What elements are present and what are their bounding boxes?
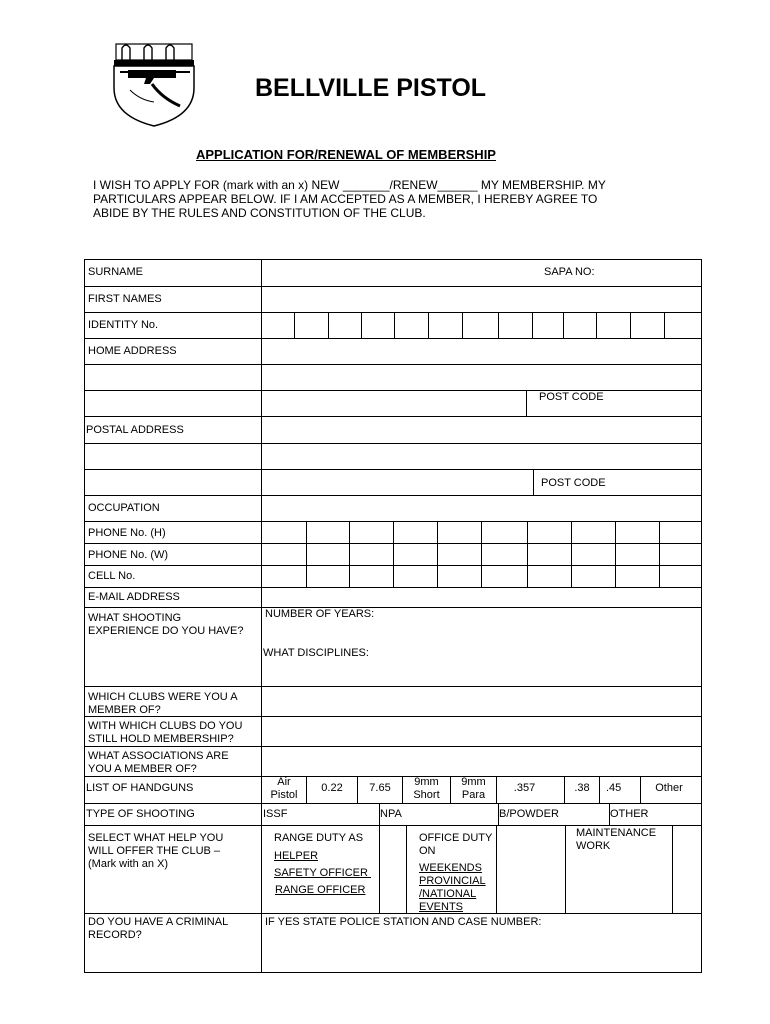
- postal-address-field[interactable]: [262, 417, 701, 442]
- clubs-hold-label: WITH WHICH CLUBS DO YOU STILL HOLD MEMBERSHIP?: [88, 720, 243, 745]
- phone-box-divider: [393, 521, 394, 587]
- phone-box-divider: [571, 521, 572, 587]
- postal-address-field-3[interactable]: [262, 470, 532, 494]
- postal-address-label: POSTAL ADDRESS: [86, 424, 184, 436]
- phone-box-divider: [306, 521, 307, 587]
- range-duty-label: RANGE DUTY AS: [274, 832, 364, 844]
- phone-h-label: PHONE No. (H): [88, 527, 166, 539]
- shooting-other[interactable]: OTHER: [610, 808, 649, 820]
- experience-label: WHAT SHOOTING EXPERIENCE DO YOU HAVE?: [88, 612, 244, 637]
- option-range-officer[interactable]: RANGE OFFICER: [275, 884, 366, 896]
- row-line: [84, 913, 702, 914]
- phone-box-divider: [659, 521, 660, 587]
- handgun-45[interactable]: .45: [606, 782, 622, 794]
- shooting-bpowder[interactable]: B/POWDER: [499, 808, 559, 820]
- phone-w-label: PHONE No. (W): [88, 549, 169, 561]
- id-box-divider: [532, 312, 533, 338]
- years-label: NUMBER OF YEARS:: [265, 608, 375, 620]
- handgun-air-pistol[interactable]: Air Pistol: [270, 776, 298, 801]
- post-code-divider: [533, 469, 534, 495]
- home-address-field[interactable]: [262, 339, 701, 363]
- home-address-label: HOME ADDRESS: [88, 345, 177, 357]
- intro-line: ABIDE BY THE RULES AND CONSTITUTION OF THE CLUB.: [93, 206, 426, 220]
- handgun-357[interactable]: .357: [513, 782, 536, 794]
- id-box-divider: [428, 312, 429, 338]
- id-box-divider: [361, 312, 362, 338]
- phone-box-divider: [527, 521, 528, 587]
- id-box-divider: [664, 312, 665, 338]
- handgun-38[interactable]: .38: [574, 782, 590, 794]
- handgun-022[interactable]: 0.22: [321, 782, 343, 794]
- id-box-divider: [394, 312, 395, 338]
- id-box-divider: [294, 312, 295, 338]
- id-box-divider: [462, 312, 463, 338]
- post-code-label: POST CODE: [541, 477, 606, 489]
- clubs-member-label: WHICH CLUBS WERE YOU A MEMBER OF?: [88, 691, 238, 716]
- shooting-npa[interactable]: NPA: [380, 808, 402, 820]
- postal-address-field-2[interactable]: [262, 444, 701, 468]
- identity-no-label: IDENTITY No.: [88, 319, 159, 331]
- phone-box-divider: [615, 521, 616, 587]
- club-crest-logo: [110, 40, 198, 128]
- associations-label: WHAT ASSOCIATIONS ARE YOU A MEMBER OF?: [88, 750, 229, 775]
- help-divider: [672, 825, 673, 913]
- occupation-label: OCCUPATION: [88, 502, 160, 514]
- criminal-detail-label: IF YES STATE POLICE STATION AND CASE NUMBER:: [265, 916, 542, 928]
- help-label: SELECT WHAT HELP YOU WILL OFFER THE CLUB – (Mark with an X): [88, 832, 224, 870]
- disciplines-label: WHAT DISCIPLINES:: [263, 647, 369, 659]
- option-maintenance[interactable]: MAINTENANCE WORK: [576, 827, 657, 852]
- id-box-divider: [498, 312, 499, 338]
- id-box-divider: [596, 312, 597, 338]
- first-names-label: FIRST NAMES: [88, 293, 162, 305]
- post-code-divider: [526, 390, 527, 416]
- criminal-detail-field[interactable]: [262, 930, 701, 972]
- email-field[interactable]: [262, 588, 701, 606]
- intro-line: PARTICULARS APPEAR BELOW. IF I AM ACCEPTED AS A MEMBER, I HEREBY AGREE TO: [93, 192, 598, 206]
- phone-box-divider: [481, 521, 482, 587]
- id-box-divider: [328, 312, 329, 338]
- clubs-hold-field[interactable]: [262, 717, 701, 745]
- criminal-record-label: DO YOU HAVE A CRIMINAL RECORD?: [88, 916, 229, 941]
- office-duty-label: OFFICE DUTY ON: [419, 832, 493, 857]
- home-address-field-2[interactable]: [262, 365, 701, 389]
- row-line: [84, 312, 702, 313]
- handguns-label: LIST OF HANDGUNS: [86, 782, 194, 794]
- handgun-other[interactable]: Other: [655, 782, 683, 794]
- help-divider: [406, 825, 407, 913]
- handgun-9mm-short[interactable]: 9mm Short: [413, 776, 440, 801]
- row-line: [84, 825, 702, 826]
- option-helper[interactable]: HELPER: [274, 850, 319, 862]
- cell-label: CELL No.: [88, 570, 136, 582]
- id-box-divider: [630, 312, 631, 338]
- help-divider: [496, 825, 497, 913]
- option-safety-officer[interactable]: SAFETY OFFICER: [274, 867, 371, 879]
- phone-box-divider: [349, 521, 350, 587]
- email-label: E-MAIL ADDRESS: [88, 591, 180, 603]
- type-of-shooting-label: TYPE OF SHOOTING: [86, 808, 195, 820]
- phone-box-divider: [437, 521, 438, 587]
- surname-field[interactable]: [262, 260, 542, 285]
- first-names-field[interactable]: [262, 287, 701, 311]
- intro-line: I WISH TO APPLY FOR (mark with an x) NEW _______/RENEW______ MY MEMBERSHIP. MY: [93, 178, 606, 192]
- experience-field[interactable]: [262, 608, 701, 685]
- handgun-divider: [599, 776, 600, 803]
- clubs-member-field[interactable]: [262, 687, 701, 715]
- handgun-765[interactable]: 7.65: [369, 782, 391, 794]
- form-subtitle: APPLICATION FOR/RENEWAL OF MEMBERSHIP: [196, 147, 496, 162]
- club-title: BELLVILLE PISTOL: [255, 74, 487, 102]
- handgun-9mm-para[interactable]: 9mm Para: [461, 776, 486, 801]
- option-weekends-events[interactable]: WEEKENDS PROVINCIAL /NATIONAL EVENTS: [419, 862, 486, 913]
- associations-field[interactable]: [262, 747, 701, 775]
- intro-text: [93, 178, 673, 220]
- post-code-label: POST CODE: [539, 391, 604, 403]
- home-address-field-3[interactable]: [262, 391, 525, 415]
- shooting-issf[interactable]: ISSF: [263, 808, 288, 820]
- occupation-field[interactable]: [262, 496, 701, 520]
- surname-label: SURNAME: [88, 266, 144, 278]
- sapa-no-label: SAPA NO:: [544, 266, 595, 278]
- help-divider: [565, 825, 566, 913]
- id-box-divider: [563, 312, 564, 338]
- row-line: [84, 776, 702, 777]
